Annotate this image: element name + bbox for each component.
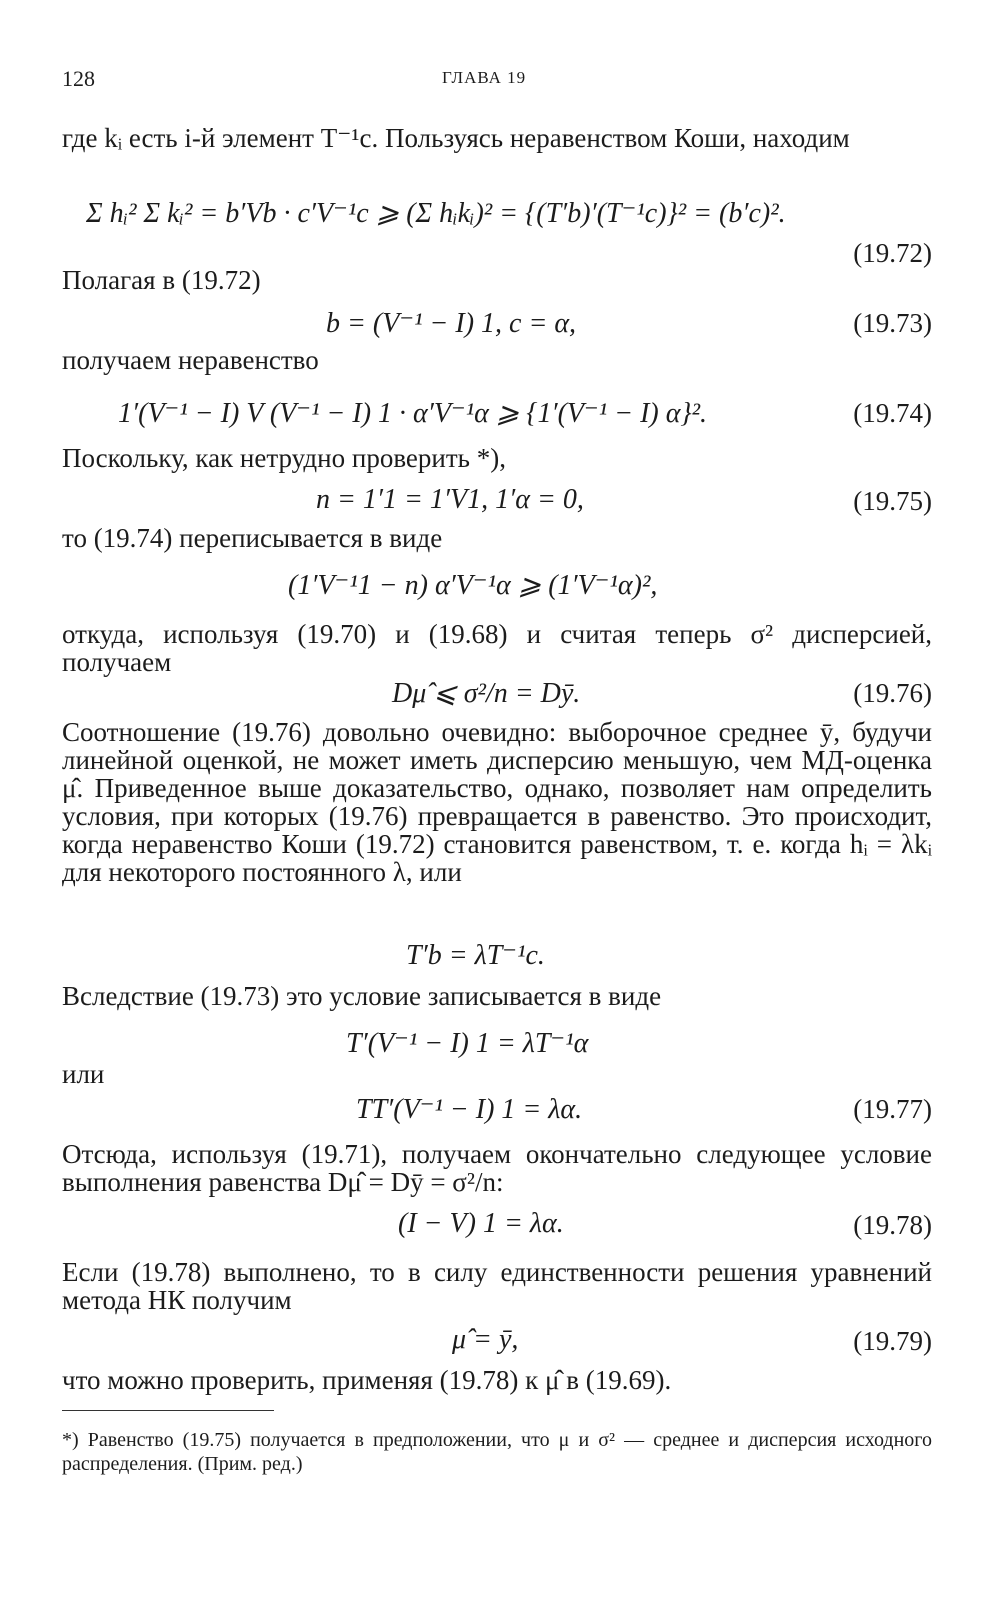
page-header (62, 62, 932, 92)
equation-unnumbered-2 (62, 938, 932, 976)
equation-unnumbered-1 (62, 568, 932, 606)
footnote: *) Равенство (19.75) получается в предположении, что μ и σ² — среднее и дисперсия исходного распределения. (Прим. ред.) (62, 1429, 932, 1475)
paragraph-4: Поскольку, как нетрудно проверить *), (62, 443, 506, 473)
paragraph-12: что можно проверить, применяя (19.78) к μ̂ в (19.69). (62, 1365, 672, 1395)
footnote-divider (62, 1410, 274, 1411)
equation-19-78 (62, 1208, 932, 1246)
paragraph-8: Вследствие (19.73) это условие записывается в виде (62, 981, 662, 1011)
equation-formula: n = 1′1 = 1′V1, 1′α = 0, (316, 484, 584, 515)
equation-number: (19.74) (853, 398, 932, 428)
equation-number: (19.73) (853, 308, 932, 338)
equation-number-19-72: (19.72) (853, 238, 932, 268)
paragraph-6: откуда, используя (19.70) и (19.68) и считая теперь σ² дисперсией, получаем (62, 619, 932, 677)
equation-19-74 (62, 396, 932, 434)
equation-formula: TT′(V⁻¹ − I) 1 = λα. (356, 1094, 583, 1125)
paragraph-7: Соотношение (19.76) довольно очевидно: выборочное среднее ȳ, будучи линейной оценкой, не может иметь дисперсию меньшую, чем МД-оценка μ̂. Приведенное выше доказательство, однако, позволяет нам определить условия, при которых (19.76) превращается в равенство. Это происходит, когда неравенство Коши (19.72) становится равенством, т. е. когда hᵢ = λkᵢ для некоторого постоянного λ, или (62, 717, 932, 887)
equation-unnumbered-3 (62, 1026, 932, 1064)
paragraph-10: Отсюда, используя (19.71), получаем окончательно следующее условие выполнения равенства Dμ̂ = Dȳ = σ²/n: (62, 1139, 932, 1197)
equation-number: (19.79) (853, 1326, 932, 1356)
equation-19-72 (62, 196, 932, 234)
running-head: ГЛАВА 19 (442, 68, 527, 87)
equation-19-73 (62, 306, 932, 344)
book-page (62, 0, 932, 1600)
paragraph-3: получаем неравенство (62, 345, 319, 375)
equation-formula: T′b = λT⁻¹c. (406, 940, 545, 971)
equation-number: (19.77) (853, 1094, 932, 1124)
equation-formula: 1′(V⁻¹ − I) V (V⁻¹ − I) 1 · α′V⁻¹α ⩾ {1′(V⁻¹ − I) α}². (118, 398, 708, 429)
paragraph-1: где kᵢ есть i-й элемент T⁻¹c. Пользуясь неравенством Коши, находим (62, 123, 850, 153)
page-number: 128 (62, 66, 95, 91)
equation-number: (19.78) (853, 1210, 932, 1240)
paragraph-11: Если (19.78) выполнено, то в силу единственности решения уравнений метода НК получим (62, 1257, 932, 1315)
equation-formula: (1′V⁻¹1 − n) α′V⁻¹α ⩾ (1′V⁻¹α)², (288, 570, 658, 601)
paragraph-9: или (62, 1059, 105, 1089)
equation-formula: b = (V⁻¹ − I) 1, c = α, (326, 308, 577, 339)
equation-formula: Dμ̂ ⩽ σ²/n = Dȳ. (392, 678, 581, 709)
equation-formula: μ̂ = ȳ, (452, 1324, 519, 1355)
equation-19-75 (62, 484, 932, 522)
equation-19-76 (62, 676, 932, 714)
equation-19-79 (62, 1324, 932, 1362)
equation-formula: (I − V) 1 = λα. (398, 1208, 564, 1239)
equation-formula: Σ hᵢ² Σ kᵢ² = b′Vb · c′V⁻¹c ⩾ (Σ hᵢkᵢ)² = {(T′b)′(T⁻¹c)}² = (b′c)². (86, 198, 786, 229)
equation-number: (19.75) (853, 486, 932, 516)
equation-number: (19.76) (853, 678, 932, 708)
paragraph-5: то (19.74) переписывается в виде (62, 523, 443, 553)
equation-formula: T′(V⁻¹ − I) 1 = λT⁻¹α (346, 1028, 589, 1059)
paragraph-2: Полагая в (19.72) (62, 265, 261, 295)
equation-19-77 (62, 1092, 932, 1130)
